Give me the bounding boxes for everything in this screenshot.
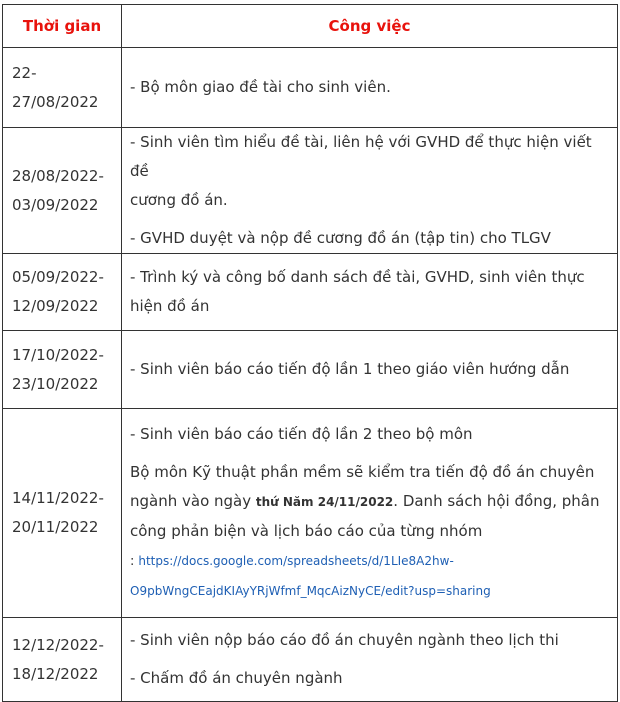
header-work: Công việc [122, 5, 618, 48]
time-cell [3, 48, 122, 128]
task-item-continued: hiện đồ án [130, 297, 210, 315]
time-end: 12/09/2022 [12, 297, 99, 315]
time-end: 20/11/2022 [12, 518, 99, 536]
header-time: Thời gian [3, 5, 122, 48]
notice-text: . Danh sách hội đồng, phân [393, 492, 600, 510]
time-start: 14/11/2022- [12, 489, 104, 507]
colon-text: : [130, 554, 135, 569]
link-line [130, 546, 609, 576]
table-row [3, 409, 618, 618]
table-row [3, 48, 618, 128]
time-start: 28/08/2022- [12, 166, 104, 185]
task-item: - Sinh viên nộp báo cáo đồ án chuyên ngành theo lịch thi [130, 631, 559, 649]
task-cell [122, 331, 618, 409]
task-cell [122, 409, 618, 618]
time-cell [3, 409, 122, 618]
time-start: 12/12/2022- [12, 635, 104, 654]
link-line [130, 576, 609, 606]
task-item: - Chấm đồ án chuyên ngành [130, 669, 343, 687]
task-item: - Bộ môn giao đề tài cho sinh viên. [130, 78, 391, 96]
time-start: 22- [12, 63, 37, 82]
spreadsheet-link[interactable]: https://docs.google.com/spreadsheets/d/1LIe8A2hw- [138, 554, 454, 568]
spreadsheet-link-continued[interactable]: O9pbWngCEajdKIAyYRjWfmf_MqcAizNyCE/edit?usp=sharing [130, 584, 491, 598]
task-cell [122, 48, 618, 128]
task-item-continued: cương đồ án. [130, 191, 228, 209]
notice-line [130, 487, 609, 517]
task-cell [122, 618, 618, 702]
notice-paragraph [130, 458, 609, 606]
time-end: 18/12/2022 [12, 664, 99, 683]
time-end: 23/10/2022 [12, 374, 99, 393]
notice-line: công phản biện và lịch báo cáo của từng nhóm [130, 522, 483, 540]
time-start: 17/10/2022- [12, 345, 104, 364]
task-item: - Trình ký và công bố danh sách đề tài, GVHD, sinh viên thực [130, 268, 585, 286]
time-end: 27/08/2022 [12, 92, 99, 111]
table-header-row [3, 5, 618, 48]
time-end: 03/09/2022 [12, 195, 99, 214]
time-start: 05/09/2022- [12, 268, 104, 286]
table-row [3, 618, 618, 702]
task-item: - GVHD duyệt và nộp đề cương đồ án (tập tin) cho TLGV [130, 229, 551, 247]
task-cell [122, 254, 618, 331]
table-row [3, 128, 618, 254]
task-item: - Sinh viên báo cáo tiến độ lần 1 theo giáo viên hướng dẫn [130, 360, 570, 378]
notice-text: ngành vào ngày [130, 492, 256, 510]
time-cell [3, 618, 122, 702]
review-date: thứ Năm 24/11/2022 [255, 495, 394, 509]
time-cell [3, 331, 122, 409]
table-row [3, 331, 618, 409]
task-cell [122, 128, 618, 254]
schedule-table [2, 4, 618, 702]
table-row [3, 254, 618, 331]
time-cell [3, 128, 122, 254]
task-item: - Sinh viên tìm hiểu đề tài, liên hệ với GVHD để thực hiện viết đề [130, 133, 592, 180]
time-cell [3, 254, 122, 331]
notice-line: Bộ môn Kỹ thuật phần mềm sẽ kiểm tra tiến độ đồ án chuyên [130, 463, 595, 481]
task-item: - Sinh viên báo cáo tiến độ lần 2 theo bộ môn [130, 425, 473, 443]
